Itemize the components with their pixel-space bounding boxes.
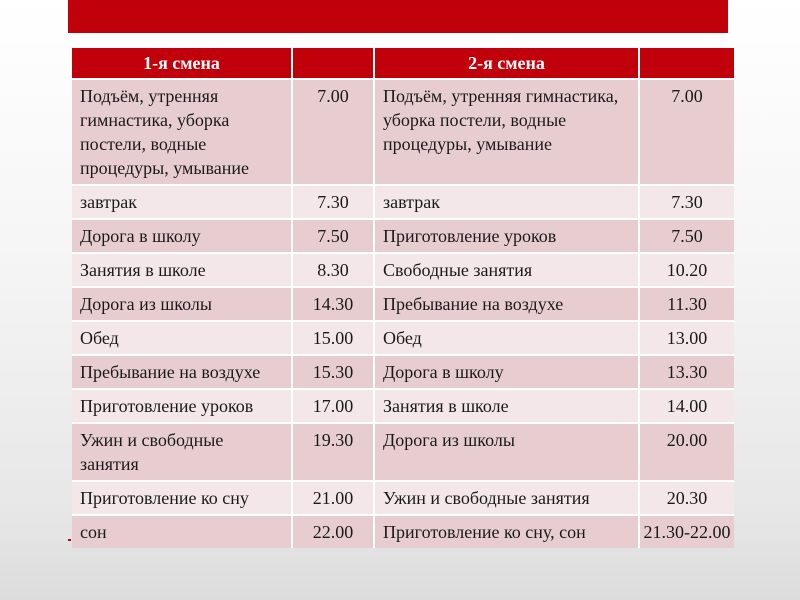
shift-1-activity: завтрак [72,185,292,219]
shift-1-activity: Приготовление уроков [72,389,292,423]
shift-1-time: 19.30 [292,423,374,481]
shift-2-time: 13.30 [639,355,734,389]
shift-2-activity: Дорога из школы [374,423,639,481]
shift-2-time: 7.00 [639,79,734,185]
shift-2-activity: Пребывание на воздухе [374,287,639,321]
title-bar [68,0,728,33]
shift-1-activity: Подъём, утренняя гимнастика, уборка постели, водные процедуры, умывание [72,79,292,185]
shift-2-time: 7.30 [639,185,734,219]
shift-2-time: 20.30 [639,481,734,515]
table-row [72,219,734,253]
table-row [72,423,734,481]
shift-2-activity: Свободные занятия [374,253,639,287]
table-row [72,389,734,423]
shift-2-activity: Дорога в школу [374,355,639,389]
table-row [72,185,734,219]
decorative-tick [68,539,71,541]
daily-schedule-table [72,48,734,548]
shift-1-activity: Пребывание на воздухе [72,355,292,389]
shift-1-time-header [292,48,374,79]
shift-1-header: 1-я смена [72,48,292,79]
table-row [72,287,734,321]
shift-1-time: 7.50 [292,219,374,253]
shift-2-time: 21.30-22.00 [639,515,734,548]
shift-1-time: 14.30 [292,287,374,321]
shift-1-time: 15.30 [292,355,374,389]
shift-1-activity: Занятия в школе [72,253,292,287]
shift-2-activity: Обед [374,321,639,355]
table-row [72,355,734,389]
shift-1-time: 8.30 [292,253,374,287]
shift-2-time: 13.00 [639,321,734,355]
shift-1-time: 15.00 [292,321,374,355]
shift-2-time: 14.00 [639,389,734,423]
shift-2-activity: Ужин и свободные занятия [374,481,639,515]
shift-1-time: 22.00 [292,515,374,548]
shift-2-time: 10.20 [639,253,734,287]
shift-1-activity: Ужин и свободные занятия [72,423,292,481]
shift-1-time: 21.00 [292,481,374,515]
table-header-row [72,48,734,79]
shift-2-time: 11.30 [639,287,734,321]
table-row [72,321,734,355]
shift-1-time: 7.00 [292,79,374,185]
shift-2-header: 2-я смена [374,48,639,79]
shift-1-activity: Дорога из школы [72,287,292,321]
shift-1-time: 17.00 [292,389,374,423]
table-row [72,481,734,515]
shift-2-time-header [639,48,734,79]
table-row [72,253,734,287]
shift-1-activity: сон [72,515,292,548]
shift-1-time: 7.30 [292,185,374,219]
shift-2-time: 20.00 [639,423,734,481]
shift-2-activity: Занятия в школе [374,389,639,423]
shift-1-activity: Приготовление ко сну [72,481,292,515]
shift-1-activity: Дорога в школу [72,219,292,253]
shift-2-activity: Приготовление ко сну, сон [374,515,639,548]
shift-2-activity: Приготовление уроков [374,219,639,253]
shift-2-activity: Подъём, утренняя гимнастика, уборка постели, водные процедуры, умывание [374,79,639,185]
table-row [72,79,734,185]
shift-1-activity: Обед [72,321,292,355]
shift-2-time: 7.50 [639,219,734,253]
shift-2-activity: завтрак [374,185,639,219]
table-row [72,515,734,548]
